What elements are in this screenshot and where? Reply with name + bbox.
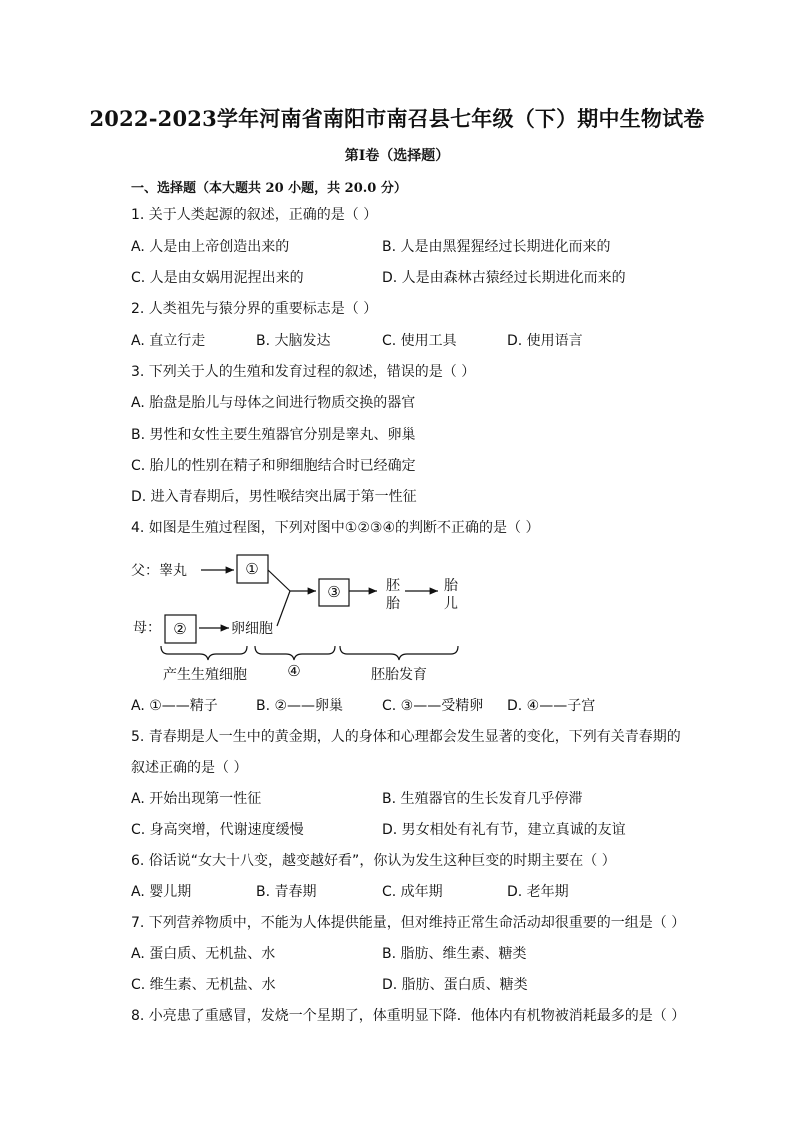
brace-4-label: ④ <box>287 662 301 680</box>
question-5-option-b: B. 生殖器官的生长发育几乎停滞 <box>382 791 583 807</box>
merge-line-bottom <box>277 591 290 626</box>
embryo-top-label: 胚 <box>386 578 400 594</box>
part-subtitle: 第I卷（选择题） <box>344 148 450 164</box>
question-6-option-d: D. 老年期 <box>507 884 569 900</box>
reproduction-diagram <box>0 548 794 688</box>
box-3-label: ③ <box>327 583 341 601</box>
merge-line-top <box>268 570 290 591</box>
brace-4 <box>255 646 335 660</box>
question-5-option-d: D. 男女相处有礼有节，建立真诚的友谊 <box>382 822 626 838</box>
question-5-stem-line1: 5. 青春期是人一生中的黄金期，人的身体和心理都会发生显著的变化，下列有关青春期的 <box>131 729 681 745</box>
question-5-stem-line2: 叙述正确的是（ ） <box>131 760 248 776</box>
question-8-stem: 8. 小亮患了重感冒，发烧一个星期了，体重明显下降．他体内有机物被消耗最多的是（ ） <box>131 1008 686 1024</box>
question-3-option-a: A. 胎盘是胎儿与母体之间进行物质交换的器官 <box>131 395 416 411</box>
fetus-top-label: 胎 <box>444 578 458 594</box>
page-title: 2022-2023学年河南省南阳市南召县七年级（下）期中生物试卷 <box>89 106 705 131</box>
question-5-option-a: A. 开始出现第一性征 <box>131 791 262 807</box>
question-7-option-d: D. 脂肪、蛋白质、糖类 <box>382 977 528 993</box>
question-4-stem: 4. 如图是生殖过程图，下列对图中①②③④的判断不正确的是（ ） <box>131 520 540 536</box>
section-heading: 一、选择题（本大题共 20 小题，共 20.0 分） <box>131 181 407 196</box>
question-5-option-c: C. 身高突增，代谢速度缓慢 <box>131 822 304 838</box>
question-1-option-b: B. 人是由黑猩猩经过长期进化而来的 <box>382 239 611 255</box>
mother-label: 母： <box>133 620 161 636</box>
question-2-option-d: D. 使用语言 <box>507 333 583 349</box>
question-4-option-b: B. ②——卵巢 <box>256 698 344 714</box>
question-7-option-b: B. 脂肪、维生素、糖类 <box>382 946 527 962</box>
box-1-label: ① <box>245 560 259 578</box>
brace-produce-cells-label: 产生生殖细胞 <box>163 667 247 683</box>
question-6-option-a: A. 婴儿期 <box>131 884 192 900</box>
fetus-bottom-label: 儿 <box>444 596 458 612</box>
question-3-option-d: D. 进入青春期后，男性喉结突出属于第一性征 <box>131 489 417 505</box>
question-4-option-c: C. ③——受精卵 <box>382 698 484 714</box>
box-2-label: ② <box>173 620 187 638</box>
question-4-option-d: D. ④——子宫 <box>507 698 596 714</box>
question-6-stem: 6. 俗话说“女大十八变，越变越好看”，你认为发生这种巨变的时期主要在（ ） <box>131 853 616 869</box>
question-7-option-a: A. 蛋白质、无机盐、水 <box>131 946 276 962</box>
embryo-bottom-label: 胎 <box>386 596 400 612</box>
father-label: 父：睾丸 <box>131 563 187 579</box>
question-6-option-b: B. 青春期 <box>256 884 317 900</box>
question-4-option-a: A. ①——精子 <box>131 698 218 714</box>
question-1-stem: 1. 关于人类起源的叙述，正确的是（ ） <box>131 207 378 223</box>
question-2-option-a: A. 直立行走 <box>131 333 206 349</box>
brace-embryo-development <box>340 646 458 660</box>
egg-label: 卵细胞 <box>231 621 273 637</box>
question-6-option-c: C. 成年期 <box>382 884 443 900</box>
question-7-option-c: C. 维生素、无机盐、水 <box>131 977 276 993</box>
question-1-option-d: D. 人是由森林古猿经过长期进化而来的 <box>382 270 626 286</box>
brace-embryo-development-label: 胚胎发育 <box>371 667 427 683</box>
question-3-option-c: C. 胎儿的性别在精子和卵细胞结合时已经确定 <box>131 458 416 474</box>
question-1-option-a: A. 人是由上帝创造出来的 <box>131 239 290 255</box>
question-3-stem: 3. 下列关于人的生殖和发育过程的叙述，错误的是（ ） <box>131 364 476 380</box>
brace-produce-cells <box>161 646 247 660</box>
question-2-stem: 2. 人类祖先与猿分界的重要标志是（ ） <box>131 301 378 317</box>
question-7-stem: 7. 下列营养物质中，不能为人体提供能量，但对维持正常生命活动却很重要的一组是（ ） <box>131 915 686 931</box>
question-1-option-c: C. 人是由女娲用泥捏出来的 <box>131 270 304 286</box>
question-3-option-b: B. 男性和女性主要生殖器官分别是睾丸、卵巢 <box>131 427 416 443</box>
question-2-option-c: C. 使用工具 <box>382 333 457 349</box>
question-2-option-b: B. 大脑发达 <box>256 333 331 349</box>
